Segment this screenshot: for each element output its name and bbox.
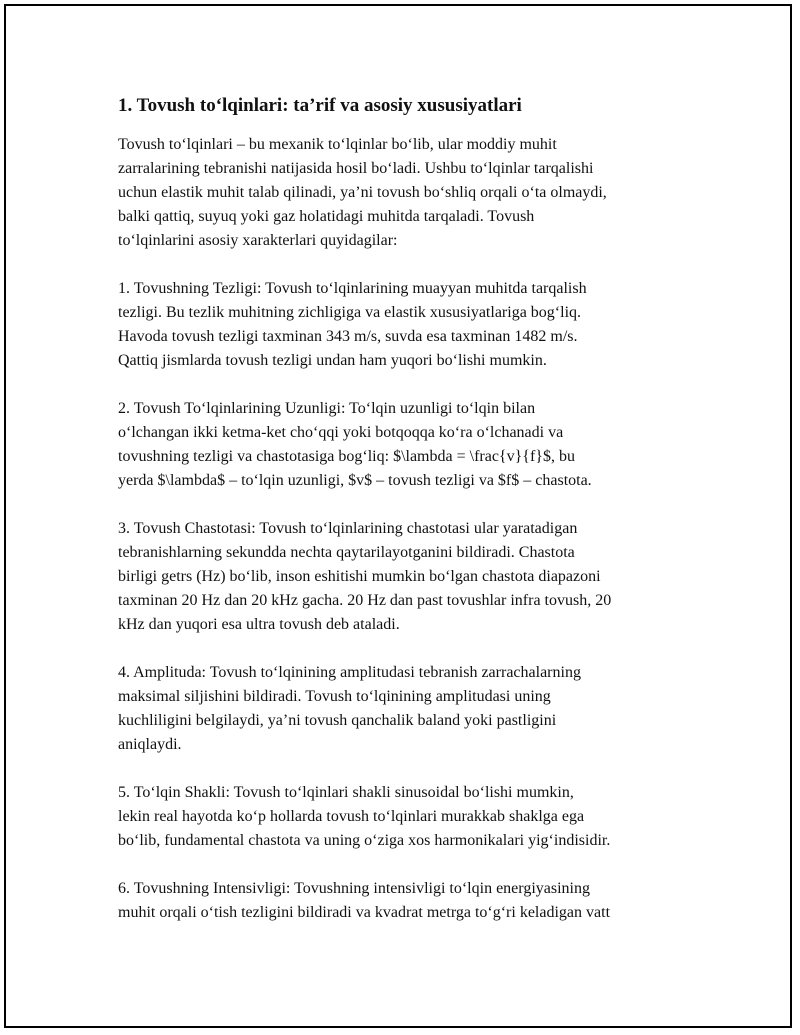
- text-line: 1. Tovushning Tezligi: Tovush to‘lqinlarining muayyan muhitda tarqalish: [118, 280, 587, 297]
- text-line: tebranishlarning sekundda nechta qaytarilayotganini bildiradi. Chastota: [118, 544, 575, 561]
- text-line: aniqlaydi.: [118, 736, 182, 753]
- intensity-paragraph: [118, 877, 698, 925]
- text-line: 2. Tovush To‘lqinlarining Uzunligi: To‘lqin uzunligi to‘lqin bilan: [118, 400, 536, 417]
- text-line: kuchliligini belgilaydi, ya’ni tovush qanchalik baland yoki pastligini: [118, 712, 557, 729]
- text-line: balki qattiq, suyuq yoki gaz holatidagi muhitda tarqaladi. Tovush: [118, 208, 535, 225]
- frequency-paragraph: [118, 517, 698, 637]
- section-heading: 1. Tovush to‘lqinlari: ta’rif va asosiy xususiyatlari: [118, 95, 522, 116]
- text-line: zarralarining tebranishi natijasida hosil bo‘ladi. Ushbu to‘lqinlar tarqalishi: [118, 160, 594, 177]
- text-line: lekin real hayotda ko‘p hollarda tovush to‘lqinlari murakkab shaklga ega: [118, 808, 585, 825]
- text-line: Havoda tovush tezligi taxminan 343 m/s, suvda esa taxminan 1482 m/s.: [118, 328, 578, 345]
- text-line: kHz dan yuqori esa ultra tovush deb ataladi.: [118, 616, 400, 633]
- text-line: Tovush to‘lqinlari – bu mexanik to‘lqinlar bo‘lib, ular moddiy muhit: [118, 136, 557, 153]
- text-line: taxminan 20 Hz dan 20 kHz gacha. 20 Hz dan past tovushlar infra tovush, 20: [118, 592, 612, 609]
- text-line: tovushning tezligi va chastotasiga bog‘liq: $\lambda = \frac{v}{f}$, bu: [118, 448, 575, 465]
- text-line: yerda $\lambda$ – to‘lqin uzunligi, $v$ – tovush tezligi va $f$ – chastota.: [118, 472, 592, 489]
- text-line: birligi getrs (Hz) bo‘lib, inson eshitishi mumkin bo‘lgan chastota diapazoni: [118, 568, 601, 585]
- amplitude-paragraph: [118, 661, 698, 757]
- text-line: 6. Tovushning Intensivligi: Tovushning intensivligi to‘lqin energiyasining: [118, 880, 590, 897]
- document-body: [118, 93, 698, 949]
- text-line: bo‘lib, fundamental chastota va uning o‘ziga xos harmonikalari yig‘indisidir.: [118, 832, 611, 849]
- intro-paragraph: [118, 133, 698, 253]
- text-line: o‘lchangan ikki ketma-ket cho‘qqi yoki botqoqqa ko‘ra o‘lchanadi va: [118, 424, 564, 441]
- text-line: tezligi. Bu tezlik muhitning zichligiga va elastik xususiyatlariga bog‘liq.: [118, 304, 582, 321]
- text-line: 4. Amplituda: Tovush to‘lqinining amplitudasi tebranish zarrachalarning: [118, 664, 581, 681]
- waveform-paragraph: [118, 781, 698, 853]
- text-line: to‘lqinlarini asosiy xarakterlari quyidagilar:: [118, 232, 398, 249]
- text-line: maksimal siljishini bildiradi. Tovush to‘lqinining amplitudasi uning: [118, 688, 551, 705]
- text-line: muhit orqali o‘tish tezligini bildiradi va kvadrat metrga to‘g‘ri keladigan vatt: [118, 904, 611, 921]
- text-line: Qattiq jismlarda tovush tezligi undan ham yuqori bo‘lishi mumkin.: [118, 352, 547, 369]
- wavelength-paragraph: [118, 397, 698, 493]
- speed-paragraph: [118, 277, 698, 373]
- text-line: 5. To‘lqin Shakli: Tovush to‘lqinlari shakli sinusoidal bo‘lishi mumkin,: [118, 784, 574, 801]
- text-line: uchun elastik muhit talab qilinadi, ya’ni tovush bo‘shliq orqali o‘ta olmaydi,: [118, 184, 607, 201]
- text-line: 3. Tovush Chastotasi: Tovush to‘lqinlarining chastotasi ular yaratadigan: [118, 520, 578, 537]
